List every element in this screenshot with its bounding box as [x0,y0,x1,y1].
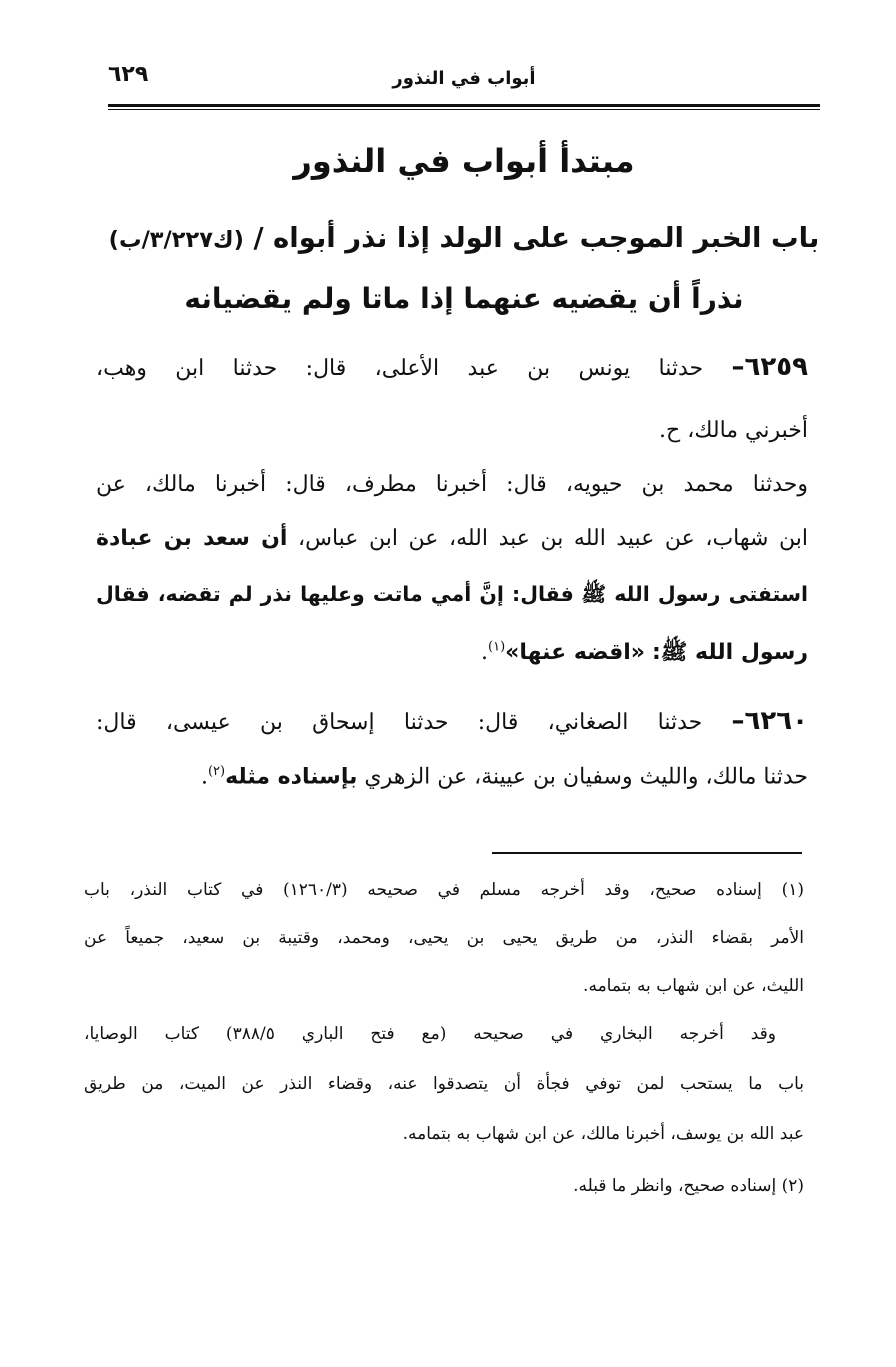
running-header [108,62,820,102]
footnote-separator [492,852,802,854]
hadith-number: ٦٢٦٠– [731,706,808,736]
hadith-matn-bold: رسول الله ﷺ: [652,640,808,665]
hadith-matn-bold: أن سعد بن عبادة [96,526,288,551]
sentence-end: . [481,640,489,665]
hadith-6259-line-4 [96,526,808,551]
hadith-text: ابن شهاب، عن عبيد الله بن عبد الله، عن ابن عباس، [298,526,808,551]
hadith-matn-bold: بإسناده مثله [225,764,358,790]
hadith-6259-line-2: أخبرني مالك، ح. [659,418,808,443]
footnote-1-line-2: الأمر بقضاء النذر، من طريق يحيى بن يحيى، ومحمد، وقتيبة بن سعيد، جميعاً عن [84,928,804,948]
sentence-end: . [200,764,208,790]
hadith-text: حدثنا الصغاني، قال: حدثنا إسحاق بن عيسى، قال: [96,710,703,735]
header-rule [108,104,820,107]
hadith-6259-line-1 [96,352,808,382]
hadith-6259-line-3: وحدثنا محمد بن حيويه، قال: أخبرنا مطرف، قال: أخبرنا مالك، عن [96,472,808,497]
hadith-text: حدثنا مالك، والليث وسفيان بن عيينة، عن الزهري [364,764,808,790]
chapter-title: مبتدأ أبواب في النذور [293,142,635,180]
manuscript-reference: (ك٣/٢٢٧/ب) [108,227,244,253]
footnote-1-line-6: عبد الله بن يوسف، أخبرنا مالك، عن ابن شهاب به بتمامه. [402,1124,804,1144]
footnote-2-line-1: (٢) إسناده صحيح، وانظر ما قبله. [573,1176,804,1196]
hadith-6260-line-1 [96,706,808,736]
hadith-matn-bold: فقال: إنَّ أمي ماتت وعليها نذر لم تقضه، فقال [96,582,574,606]
hadith-6259-line-5 [96,582,808,612]
running-title: أبواب في النذور [392,68,536,89]
footnote-1-line-5: باب ما يستحب لمن توفي فجأة أن يتصدقوا عنه، وقضاء النذر عن الميت، من طريق [84,1074,804,1094]
hadith-6259-line-6 [96,638,808,670]
bab-title-line-1 [108,222,820,254]
hadith-matn-bold: «اقضه عنها» [505,640,645,665]
header-rule-thin [108,109,820,110]
bab-title-line-2: نذراً أن يقضيه عنهما إذا ماتا ولم يقضيانه [184,282,744,315]
hadith-text: حدثنا يونس بن عبد الأعلى، قال: حدثنا ابن وهب، [96,356,704,381]
footnote-1-line-4: وقد أخرجه البخاري في صحيحه (مع فتح الباري ٣٨٨/٥) كتاب الوصايا، [84,1024,777,1044]
bab-title-text: باب الخبر الموجب على الولد إذا نذر أبواه / [253,222,820,254]
footnote-marker: (١) [488,639,506,655]
footnote-1-line-1: (١) إسناده صحيح، وقد أخرجه مسلم في صحيحه (١٢٦٠/٣) في كتاب النذر، باب [84,880,804,900]
hadith-matn-bold: استفتى رسول الله ﷺ [581,582,809,606]
page-number: ٦٢٩ [108,62,149,87]
footnote-1-line-3: الليث، عن ابن شهاب به بتمامه. [583,976,804,996]
footnote-marker: (٢) [207,764,226,779]
hadith-6260-line-2 [96,764,808,789]
hadith-number: ٦٢٥٩– [731,352,809,382]
